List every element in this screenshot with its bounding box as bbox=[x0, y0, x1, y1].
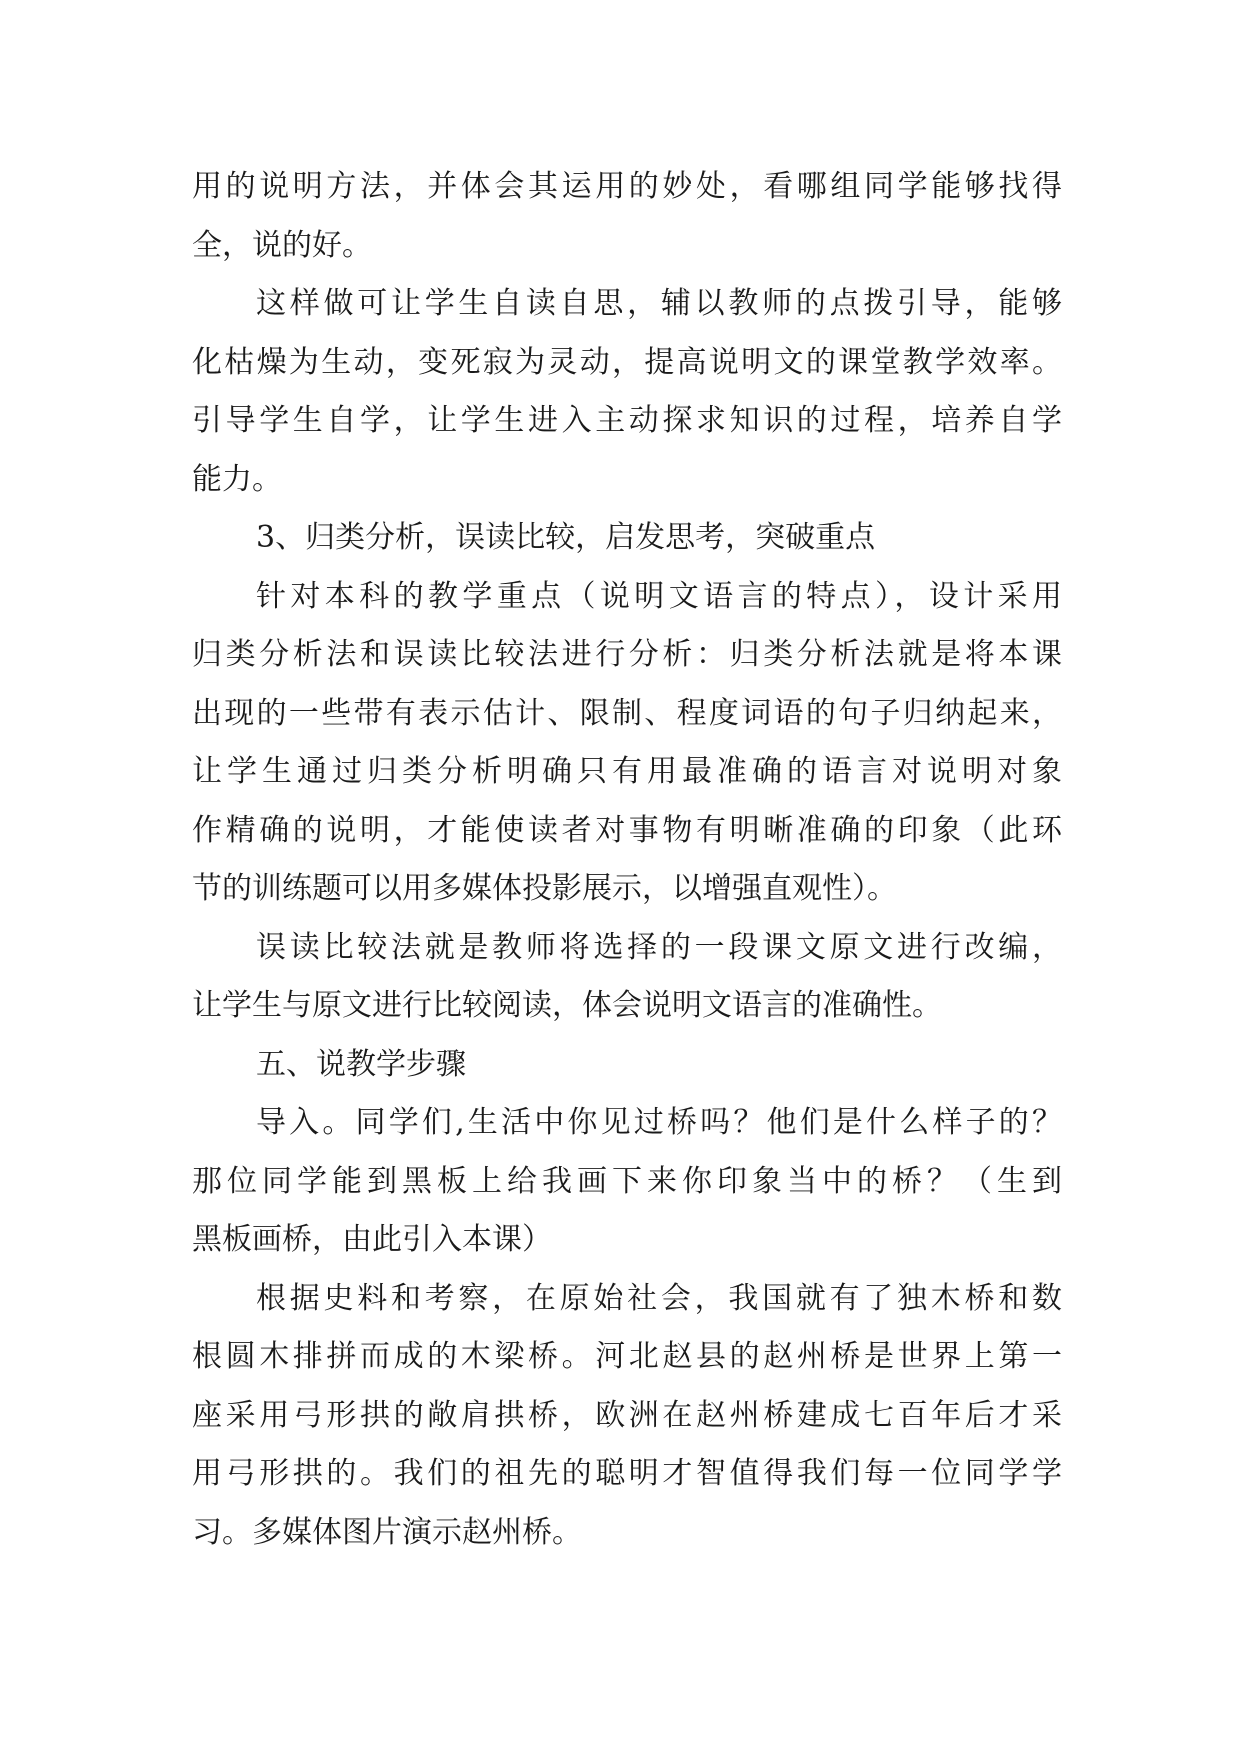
text-line: 误读比较法就是教师将选择的一段课文原文进行改编， bbox=[256, 929, 1062, 965]
text-line: 针对本科的教学重点（说明文语言的特点），设计采用 bbox=[256, 578, 1062, 614]
text-line: 化枯燥为生动，变死寂为灵动，提高说明文的课堂教学效率。 bbox=[192, 344, 1062, 380]
body-text bbox=[192, 158, 1062, 1562]
text-line: 黑板画桥，由此引入本课） bbox=[192, 1222, 552, 1257]
text-line: 节的训练题可以用多媒体投影展示，以增强直观性）。 bbox=[192, 871, 897, 906]
text-line: 用弓形拱的。我们的祖先的聪明才智值得我们每一位同学学 bbox=[192, 1456, 1062, 1491]
text-line: 作精确的说明，才能使读者对事物有明晰准确的印象（此环 bbox=[192, 812, 1062, 848]
text-line: 归类分析法和误读比较法进行分析：归类分析法就是将本课 bbox=[192, 637, 1062, 672]
text-line: 导入。同学们,生活中你见过桥吗？他们是什么样子的？ bbox=[256, 1105, 1062, 1140]
text-line: 那位同学能到黑板上给我画下来你印象当中的桥？（生到 bbox=[192, 1163, 1062, 1199]
text-line: 根圆木排拼而成的木梁桥。河北赵县的赵州桥是世界上第一 bbox=[192, 1339, 1062, 1374]
text-line: 让学生通过归类分析明确只有用最准确的语言对说明对象 bbox=[192, 754, 1062, 789]
text-line: 3、归类分析，误读比较，启发思考，突破重点 bbox=[256, 520, 876, 555]
text-line: 座采用弓形拱的敞肩拱桥，欧洲在赵州桥建成七百年后才采 bbox=[192, 1397, 1062, 1433]
text-line: 用的说明方法，并体会其运用的妙处，看哪组同学能够找得 bbox=[192, 169, 1062, 204]
text-line: 让学生与原文进行比较阅读，体会说明文语言的准确性。 bbox=[192, 988, 942, 1023]
text-line: 能力。 bbox=[192, 461, 282, 497]
text-line: 根据史料和考察，在原始社会，我国就有了独木桥和数 bbox=[256, 1280, 1062, 1316]
text-line: 习。多媒体图片演示赵州桥。 bbox=[192, 1514, 582, 1550]
text-line: 全，说的好。 bbox=[192, 227, 372, 263]
text-line: 出现的一些带有表示估计、限制、程度词语的句子归纳起来， bbox=[192, 695, 1062, 731]
text-line: 五、说教学步骤 bbox=[256, 1046, 466, 1082]
text-line: 引导学生自学，让学生进入主动探求知识的过程，培养自学 bbox=[192, 403, 1062, 438]
text-line: 这样做可让学生自读自思，辅以教师的点拨引导，能够 bbox=[256, 286, 1062, 321]
